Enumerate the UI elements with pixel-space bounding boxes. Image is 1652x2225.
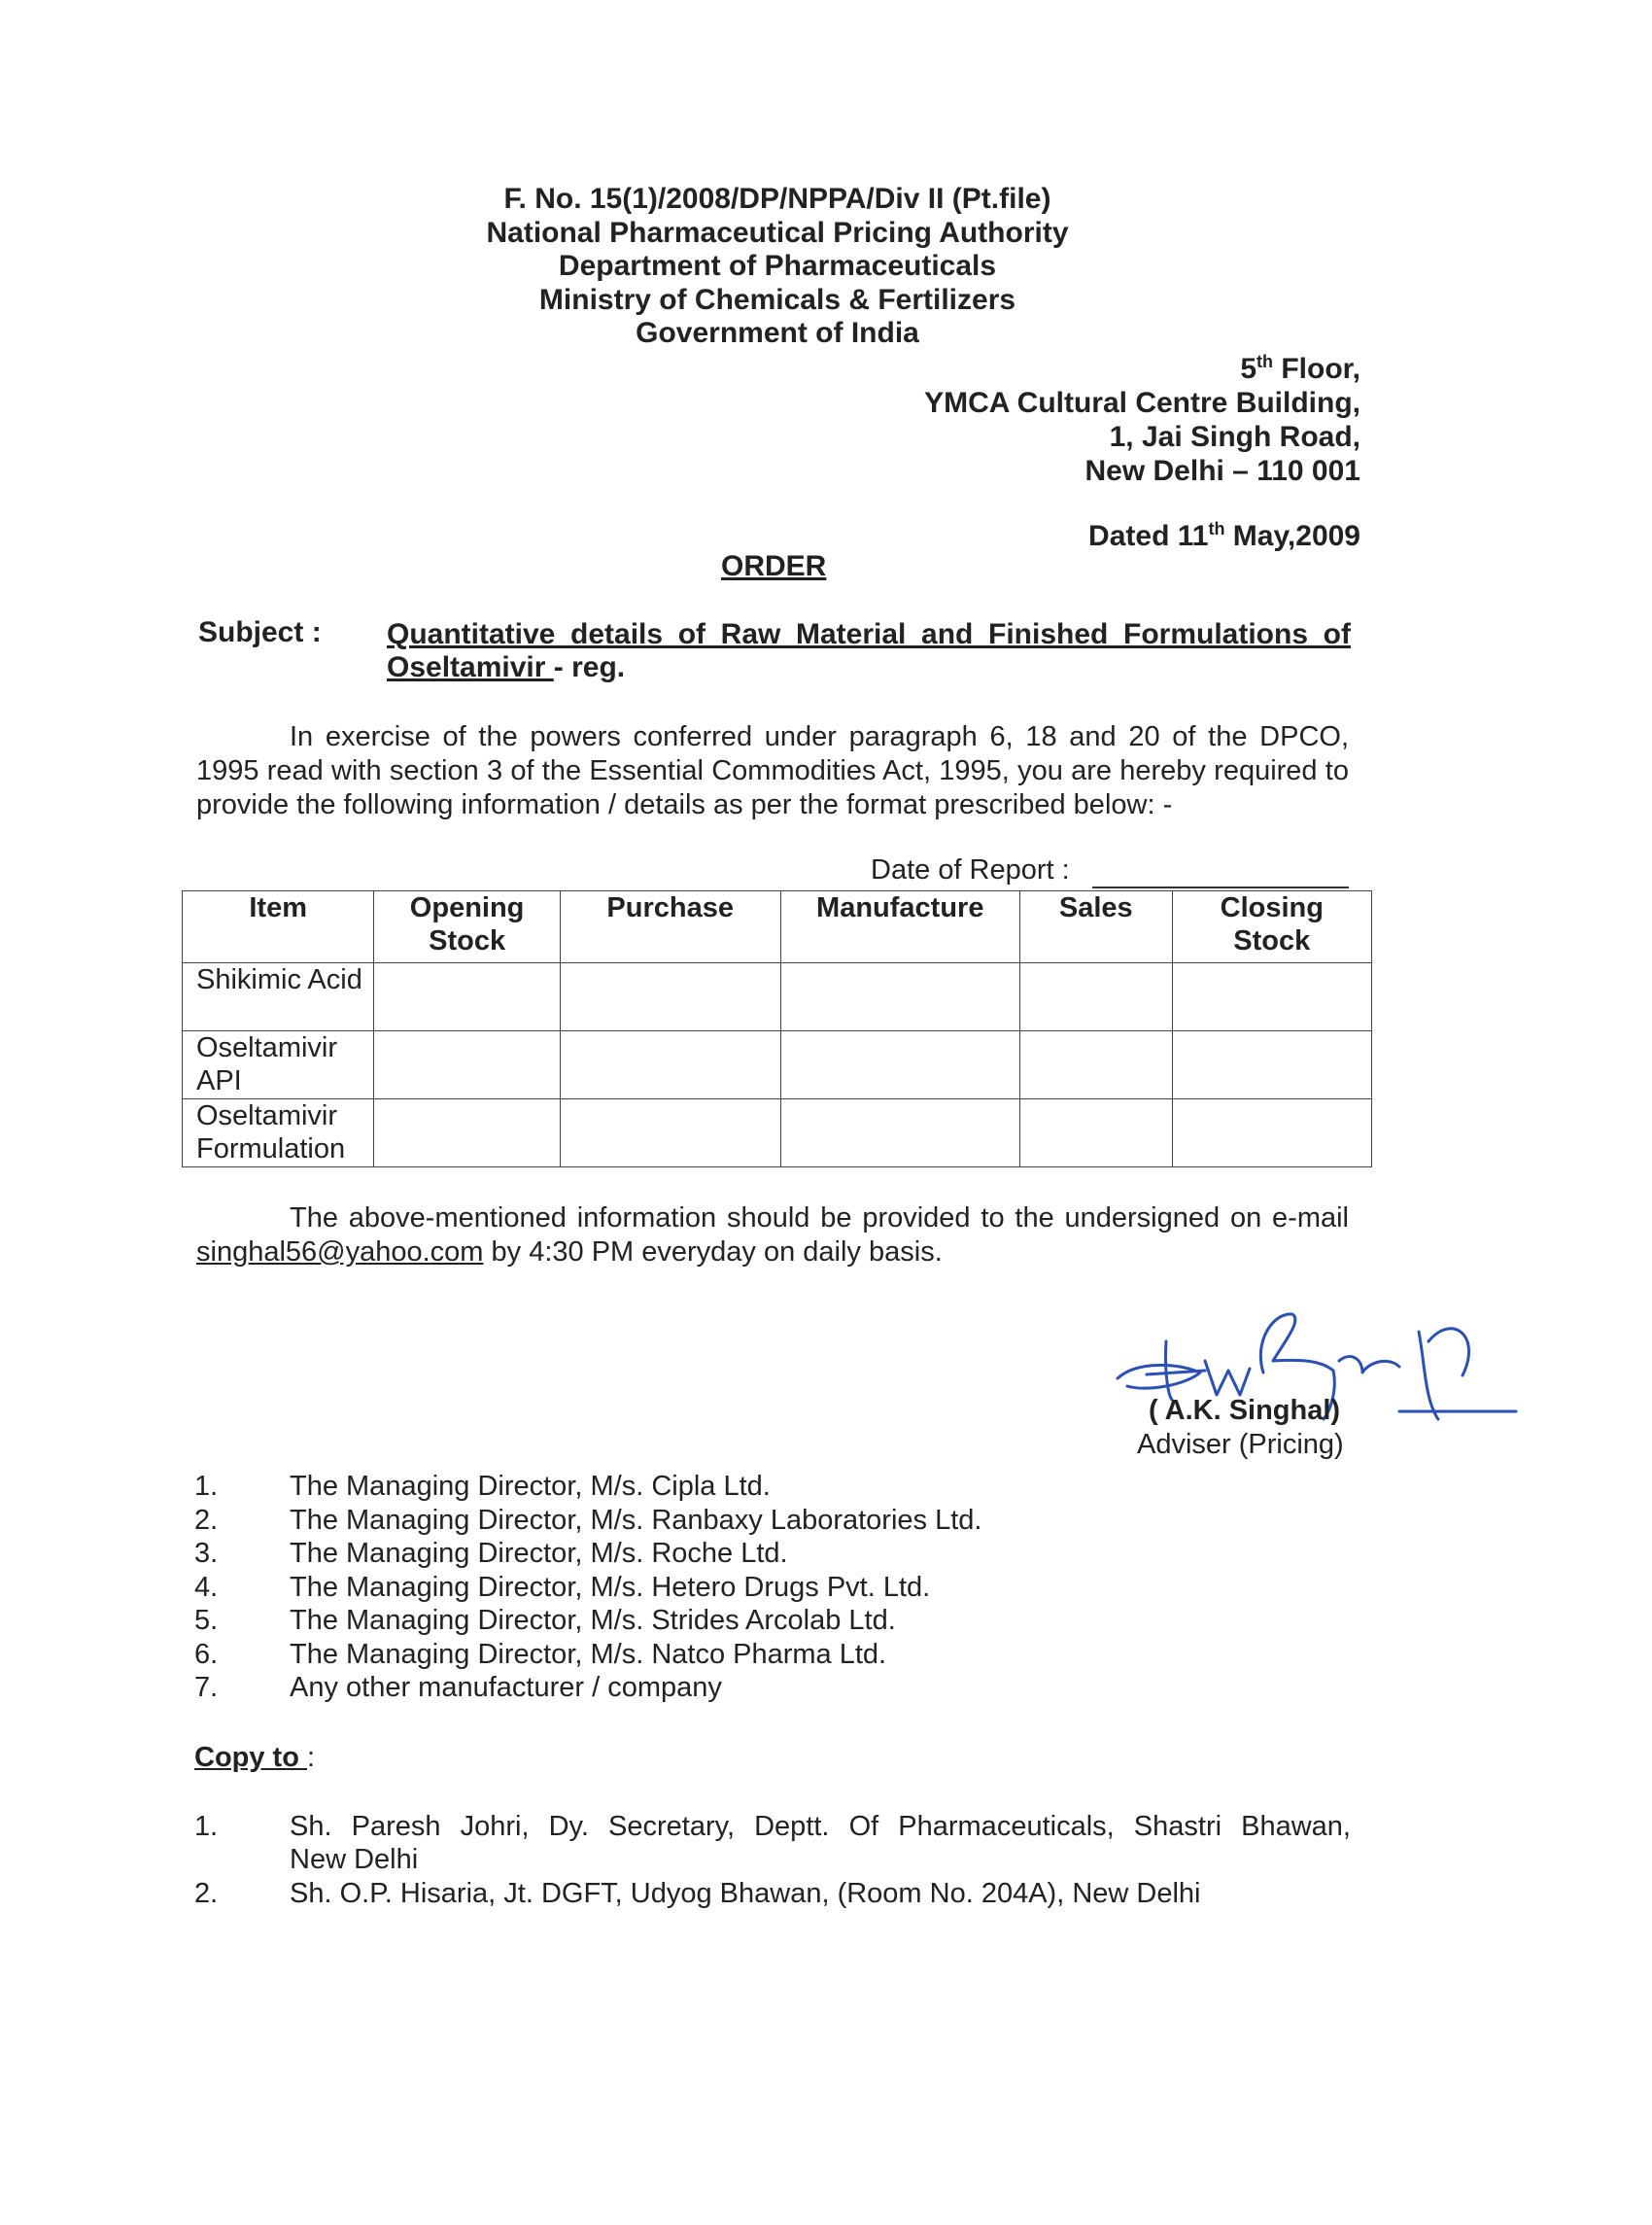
- col-item: Item: [183, 891, 374, 963]
- item-text: The Managing Director, M/s. Ranbaxy Laboratories Ltd.: [290, 1504, 982, 1536]
- col-manufacture: Manufacture: [780, 891, 1019, 963]
- address-floor: [1240, 352, 1360, 386]
- item-number: 2.: [194, 1504, 219, 1536]
- subject-line-2: [387, 651, 625, 684]
- item-number: 2.: [194, 1878, 219, 1909]
- cell[interactable]: [780, 1099, 1019, 1167]
- instruction-paragraph: In exercise of the powers conferred under paragraph 6, 18 and 20 of the DPCO, 1995 read with section 3 of the Essential Commodities Act, 1995, you are hereby required to provide the following information / details as per the format prescribed below: -: [196, 721, 1349, 820]
- item-number: 1.: [194, 1811, 219, 1842]
- item-number: 6.: [194, 1638, 219, 1670]
- floor-text: Floor,: [1273, 353, 1360, 385]
- cell[interactable]: [1172, 1099, 1371, 1167]
- item-number: 4.: [194, 1571, 219, 1603]
- item-text: Any other manufacturer / company: [290, 1672, 722, 1703]
- address-city: New Delhi – 110 001: [1084, 455, 1360, 487]
- floor-suffix: th: [1256, 352, 1273, 371]
- col-purchase: Purchase: [560, 891, 780, 963]
- item-number: 1.: [194, 1471, 219, 1502]
- copy-to-list: [194, 1810, 1360, 1917]
- row-item: Oseltamivir Formulation: [183, 1099, 374, 1167]
- item-text: The Managing Director, M/s. Hetero Drugs Pvt. Ltd.: [290, 1571, 931, 1603]
- item-number: 3.: [194, 1538, 219, 1569]
- item-number: 7.: [194, 1672, 219, 1703]
- submission-deadline: by 4:30 PM everyday on daily basis.: [483, 1236, 943, 1268]
- cell[interactable]: [560, 1031, 780, 1099]
- subject-drug: Oseltamivir: [387, 651, 554, 683]
- date-of-report-label: Date of Report :: [871, 854, 1070, 886]
- item-number: 5.: [194, 1605, 219, 1636]
- subject-reg: - reg.: [553, 651, 626, 683]
- copy-to-colon: :: [307, 1742, 316, 1773]
- address-building: YMCA Cultural Centre Building,: [924, 387, 1360, 419]
- col-sales: Sales: [1019, 891, 1172, 963]
- cell[interactable]: [1172, 963, 1371, 1031]
- item-text: The Managing Director, M/s. Roche Ltd.: [290, 1538, 788, 1569]
- signatory-designation: Adviser (Pricing): [1137, 1429, 1344, 1460]
- date-suffix: th: [1208, 519, 1225, 539]
- row-item: Shikimic Acid: [183, 963, 374, 1031]
- submission-paragraph: [196, 1201, 1349, 1269]
- cell[interactable]: [374, 1031, 560, 1099]
- subject-line-1: Quantitative details of Raw Material and Finished Formulations of: [387, 618, 1351, 650]
- cell[interactable]: [374, 963, 560, 1031]
- row-item: Oseltamivir API: [183, 1031, 374, 1099]
- signatory-name: ( A.K. Singhal): [1149, 1395, 1341, 1426]
- address-road: 1, Jai Singh Road,: [1109, 421, 1360, 453]
- org-name: National Pharmaceutical Pricing Authority: [486, 217, 1069, 249]
- subject-label: Subject :: [198, 616, 322, 648]
- cell[interactable]: [1019, 963, 1172, 1031]
- submission-text: The above-mentioned information should be provided to the undersigned on e-mail: [290, 1202, 1349, 1234]
- email-link[interactable]: singhal56@yahoo.com: [196, 1236, 484, 1268]
- file-number: F. No. 15(1)/2008/DP/NPPA/Div II (Pt.file): [503, 183, 1051, 215]
- col-opening-stock: Opening Stock: [374, 891, 560, 963]
- item-text: Sh. Paresh Johri, Dy. Secretary, Deptt. Of Pharmaceuticals, Shastri Bhawan,: [290, 1811, 1351, 1842]
- table-row: [183, 1099, 1372, 1167]
- cell[interactable]: [374, 1099, 560, 1167]
- cell[interactable]: [780, 1031, 1019, 1099]
- col-closing-stock: Closing Stock: [1172, 891, 1371, 963]
- copy-to-label: Copy to: [194, 1742, 307, 1773]
- order-title: ORDER: [721, 550, 827, 582]
- cell[interactable]: [1019, 1099, 1172, 1167]
- table-row: [183, 1031, 1372, 1099]
- stock-table: [182, 890, 1372, 1167]
- table-row: [183, 963, 1372, 1031]
- recipient-list: [194, 1470, 1166, 1722]
- date-of-report-field[interactable]: [1092, 887, 1349, 888]
- item-text: The Managing Director, M/s. Natco Pharma Ltd.: [290, 1638, 887, 1670]
- cell[interactable]: [1019, 1031, 1172, 1099]
- date-prefix: Dated 11: [1088, 520, 1209, 552]
- item-text: Sh. O.P. Hisaria, Jt. DGFT, Udyog Bhawan, (Room No. 204A), New Delhi: [290, 1878, 1201, 1909]
- date-rest: May,2009: [1224, 520, 1360, 552]
- government: Government of India: [636, 317, 919, 349]
- table-header-row: [183, 891, 1372, 963]
- ministry: Ministry of Chemicals & Fertilizers: [538, 284, 1016, 316]
- item-text: The Managing Director, M/s. Cipla Ltd.: [290, 1471, 771, 1502]
- cell[interactable]: [780, 963, 1019, 1031]
- cell[interactable]: [560, 1099, 780, 1167]
- item-text-continued: New Delhi: [290, 1844, 419, 1875]
- order-date: [1088, 519, 1360, 553]
- cell[interactable]: [560, 963, 780, 1031]
- copy-to-heading: [194, 1742, 315, 1774]
- cell[interactable]: [1172, 1031, 1371, 1099]
- item-text: The Managing Director, M/s. Strides Arcolab Ltd.: [290, 1605, 896, 1636]
- floor-number: 5: [1240, 353, 1256, 385]
- department: Department of Pharmaceuticals: [558, 250, 997, 282]
